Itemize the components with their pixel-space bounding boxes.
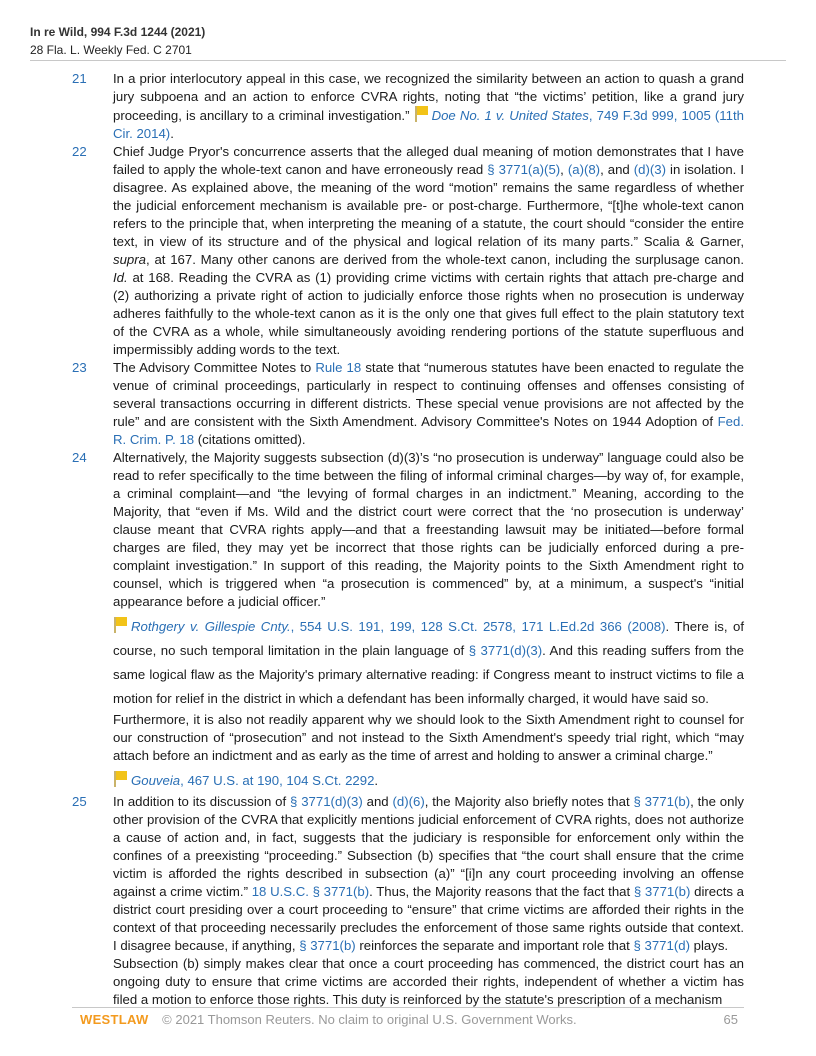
footnote-text: and — [366, 794, 389, 809]
statute-link[interactable]: § 3771(d)(3) — [290, 794, 363, 809]
footnote-text: Subsection (b) simply makes clear that once a court proceeding has commenced, the district court has an ongoing duty to ensure that crime victims are accorded their rights, independent of whether a victim has filed a motion to enforce those rights. This duty is reinforced by the statute's prescription of a mechanism — [113, 956, 744, 1007]
case-link[interactable] — [131, 619, 666, 634]
footnote-text: in isolation. I disagree. As explained above, the meaning of the word “motion” remains the same regardless of whether the judicial enforcement mechanism is available pre- or post-charge. Furthermore, “[t]he whole-text canon refers to the principle that, when interpreting the meaning of a statute, the court should “consider the entire text, in view of its structure and of the physical and logical relation of its many parts.” Scalia & Garner, — [113, 162, 744, 249]
footnote-text: Chief Judge Pryor's concurrence asserts that the alleged dual meaning of motion demonstrates that I have failed to apply the whole-text canon and have erroneously read — [113, 144, 744, 177]
italic-term: Id. — [113, 270, 128, 285]
case-subtitle: 28 Fla. L. Weekly Fed. C 2701 — [30, 43, 192, 57]
footnote-number-link[interactable]: 24 — [72, 450, 87, 465]
statute-link[interactable]: § 3771(a)(5) — [487, 162, 561, 177]
footnote-text: The Advisory Committee Notes to — [113, 360, 312, 375]
page-footer — [80, 1012, 738, 1027]
yellow-flag-icon[interactable] — [113, 617, 128, 632]
footnote-text: at 168. Reading the CVRA as (1) providing crime victims with certain rights that attach pre-charge and (2) authorizing a private right of action to judicially enforce those rights when no prosecution is underway adheres faithfully to the whole-text canon as it is the only one that gives full effect to the plain statutory text of the CVRA as a whole, while simultaneously avoiding rendering portions of the statute superfluous and impermissibly adding words to the text. — [113, 270, 744, 357]
case-citation: , 749 F.3d 999, 1005 (11th Cir. 2014) — [113, 108, 744, 141]
footnote-24 — [72, 449, 744, 793]
footnote-text: plays. — [693, 938, 729, 953]
copyright-notice: © 2021 Thomson Reuters. No claim to original U.S. Government Works. — [162, 1012, 577, 1027]
footnote-text: In addition to its discussion of — [113, 794, 287, 809]
case-title: In re Wild, 994 F.3d 1244 (2021) — [30, 25, 206, 39]
statute-link[interactable]: (d)(6) — [392, 794, 425, 809]
footnote-text: . — [374, 773, 379, 788]
footnote-text: (citations omitted). — [197, 432, 306, 447]
footnote-text: . Thus, the Majority reasons that the fact that — [369, 884, 631, 899]
footnote-25 — [72, 793, 744, 1009]
statute-link[interactable]: § 3771(b) — [299, 938, 356, 953]
yellow-flag-icon[interactable] — [113, 771, 128, 786]
footnote-text: , and — [600, 162, 630, 177]
footnote-22 — [72, 143, 744, 359]
statute-link[interactable]: § 3771(b) — [633, 794, 691, 809]
statute-link[interactable]: (a)(8) — [567, 162, 601, 177]
case-name: Gouveia — [131, 773, 181, 788]
footnote-text: , the Majority also briefly notes that — [424, 794, 630, 809]
footnote-23 — [72, 359, 744, 449]
footnote-number-link[interactable]: 25 — [72, 794, 87, 809]
statute-link[interactable]: (d)(3) — [633, 162, 667, 177]
footnote-text: Alternatively, the Majority suggests subsection (d)(3)’s “no prosecution is underway” language could also be read to refer specifically to the time between the filing of informal criminal charges—by way of, for example, a criminal complaint—and “the levying of formal charges in an indictment.” Meaning, according to the Majority, that “even if Ms. Wild and the district court were correct that the ‘no prosecution is underway’ clause meant that CVRA rights apply—and that a freestanding lawsuit may be initiated—before formal charges are filed, they may yet be incorrect that those rights can be judicially enforced during a pre-complaint investigation.” In support of this reading, the Majority points to the Sixth Amendment right to counsel, which is triggered when “a prosecution is commenced” by, at a minimum, a suspect's “initial appearance before a judicial officer.” — [113, 450, 744, 609]
case-link[interactable] — [131, 773, 374, 788]
footnote-text: Furthermore, it is also not readily apparent why we should look to the Sixth Amendment right to counsel for our construction of “prosecution” and not instead to the Sixth Amendment's speedy trial right, which “may attach before an indictment and as early as the time of arrest and holding to answer a criminal charge.” — [113, 712, 744, 763]
footnote-number-link[interactable]: 21 — [72, 71, 87, 86]
footnotes-content — [72, 70, 744, 1009]
footnote-text: , the only other provision of the CVRA that explicitly mentions judicial enforcement of CVRA rights, does not authorize a cause of action and, in fact, suggests that the judiciary is responsible for enforcement only within the confines of a preexisting “proceeding.” Subsection (b) specifies that “the court shall ensure that the crime victim is afforded the rights described in subsection (a)” “[i]n any court proceeding involving an offense against a crime victim.” — [113, 794, 745, 899]
rule-link[interactable]: Rule 18 — [315, 360, 362, 375]
footnote-text: In a prior interlocutory appeal in this case, we recognized the similarity between an action to quash a grand jury subpoena and an action to enforce CVRA rights, noting that “the victims’ petition, like a grand jury proceeding, is ancillary to a criminal investigation.” — [113, 71, 744, 123]
case-citation: , 554 U.S. 191, 199, 128 S.Ct. 2578, 171 L.Ed.2d 366 (2008) — [290, 619, 666, 634]
statute-link[interactable]: 18 U.S.C. § 3771(b) — [251, 884, 370, 899]
westlaw-logo: WESTLAW — [80, 1012, 149, 1027]
footnote-text: , — [560, 162, 564, 177]
footnote-text: . There is, of course, no such temporal limitation in the plain language of — [113, 619, 745, 658]
case-citation: , 467 U.S. at 190, 104 S.Ct. 2292 — [180, 773, 375, 788]
footnote-number-link[interactable]: 22 — [72, 144, 87, 159]
statute-link[interactable]: § 3771(d) — [633, 938, 690, 953]
footnote-number-link[interactable]: 23 — [72, 360, 87, 375]
footnote-text: . And this reading suffers from the same logical flaw as the Majority's primary alternative reading: if Congress meant to instruct victims to file a motion for relief in the district in which a defendant has been informally charged, it would have said so. — [113, 643, 744, 706]
case-name: Rothgery v. Gillespie Cnty. — [131, 619, 291, 634]
statute-link[interactable]: § 3771(b) — [633, 884, 691, 899]
footnote-text: . — [170, 126, 174, 141]
page-number: 65 — [723, 1012, 738, 1027]
statute-link[interactable]: § 3771(d)(3) — [468, 643, 543, 658]
yellow-flag-icon[interactable] — [414, 106, 429, 121]
footnote-21 — [72, 70, 744, 143]
footnote-text: reinforces the separate and important role that — [359, 938, 630, 953]
footnote-text: , at 167. Many other canons are derived from the whole-text canon, including the surplusage canon. — [146, 252, 744, 267]
italic-term: supra — [113, 252, 146, 267]
footnote-text: state that “numerous statutes have been enacted to regulate the venue of criminal proceedings, particularly in respect to continuing offenses and offenses consisting of several transactions occurring in different districts. These special venue provisions are not affected by the rule” and are consistent with the Sixth Amendment. Advisory Committee's Notes on 1944 Adoption of — [113, 360, 744, 429]
case-name: Doe No. 1 v. United States — [431, 108, 589, 123]
header-divider — [30, 60, 786, 61]
rule-link[interactable]: Fed. R. Crim. P. 18 — [113, 414, 745, 447]
footnote-text: directs a district court presiding over a court proceeding to “ensure” that crime victims are afforded their rights in the context of that proceeding necessarily precludes the enforcement of those same rights outside that context. I disagree because, if anything, — [113, 884, 744, 953]
footer-divider — [72, 1007, 744, 1008]
